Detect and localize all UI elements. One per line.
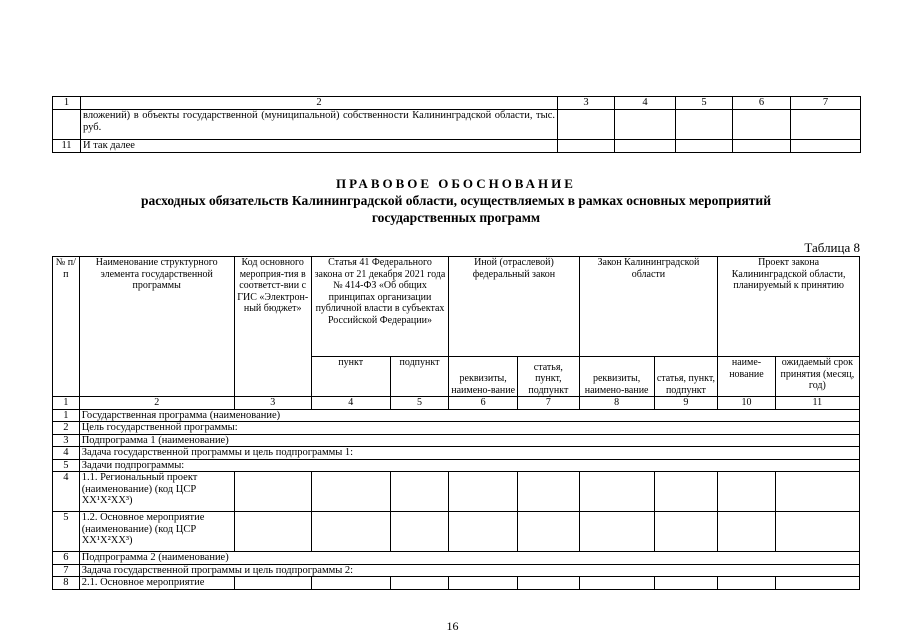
continuation-text: вложений) в объекты государственной (муниципальной) собственности Калининградской области, тыс. руб. (81, 110, 558, 140)
column-number: 9 (654, 397, 718, 410)
heading-title: ПРАВОВОЕ ОБОСНОВАНИЕ (336, 176, 576, 191)
col-header-title: наиме-нование (718, 357, 775, 397)
empty-cell (676, 140, 733, 153)
table-row (53, 409, 860, 422)
row-text-cell: И так далее (81, 140, 558, 153)
col-header-article41: Статья 41 Федерального закона от 21 декабря 2021 года № 414-ФЗ «Об общих принципах организации публичной власти в субъектах Российской Федерации» (311, 257, 449, 357)
empty-cell (579, 577, 654, 590)
row-text-cell: Подпрограмма 1 (наименование) (79, 434, 859, 447)
top-col-number: 2 (81, 97, 558, 110)
col-header-name: Наименование структурного элемента государственной программы (79, 257, 234, 397)
col-header-article: статья, пункт, подпункт (654, 357, 718, 397)
empty-cell (390, 472, 449, 512)
empty-cell (390, 512, 449, 552)
empty-cell (518, 472, 580, 512)
main-table (52, 256, 860, 590)
top-col-number: 6 (733, 97, 791, 110)
empty-cell (558, 140, 615, 153)
page-number: 16 (446, 619, 459, 633)
row-number-cell: 7 (53, 564, 80, 577)
col-header-code: Код основного мероприя-тия в соответст-вии с ГИС «Электрон-ный бюджет» (234, 257, 311, 397)
col-header-num: № п/п (53, 257, 80, 397)
heading-subtitle: расходных обязательств Калининградской области, осуществляемых в рамках основных мероприятий (141, 193, 771, 208)
empty-cell (654, 472, 718, 512)
empty-cell (234, 577, 311, 590)
row-number-cell: 5 (53, 459, 80, 472)
empty-cell (449, 472, 518, 512)
col-header-other-federal-law: Иной (отраслевой) федеральный закон (449, 257, 579, 357)
col-header-podpunkt: подпункт (390, 357, 449, 397)
row-text-cell: Цель государственной программы: (79, 422, 859, 435)
empty-cell (676, 110, 733, 140)
empty-cell (791, 110, 861, 140)
table-row (53, 564, 860, 577)
empty-cell (733, 110, 791, 140)
heading-subtitle-cont: государственных программ (371, 210, 541, 225)
table-row (53, 447, 860, 460)
table-row (53, 434, 860, 447)
row-text-cell: Задача государственной программы и цель подпрограммы 1: (79, 447, 859, 460)
col-header-punkt: пункт (311, 357, 390, 397)
column-number: 3 (234, 397, 311, 410)
section-heading (52, 176, 860, 226)
empty-cell (311, 472, 390, 512)
table-row (53, 472, 860, 512)
column-number: 1 (53, 397, 80, 410)
empty-cell (718, 472, 775, 512)
row-number-cell (53, 110, 81, 140)
row-text-cell: Задача государственной программы и цель подпрограммы 2: (79, 564, 859, 577)
top-table (52, 96, 861, 153)
col-header-expected-date: ожидаемый срок принятия (месяц, год) (775, 357, 859, 397)
top-table-header-row (53, 97, 861, 110)
row-text-cell: Задачи подпрограммы: (79, 459, 859, 472)
row-number-cell: 11 (53, 140, 81, 153)
row-number-cell: 3 (53, 434, 80, 447)
top-col-number: 7 (791, 97, 861, 110)
row-number-cell: 8 (53, 577, 80, 590)
col-header-article: статья, пункт, подпункт (518, 357, 580, 397)
empty-cell (775, 512, 859, 552)
top-col-number: 4 (615, 97, 676, 110)
row-number-cell: 5 (53, 512, 80, 552)
row-text-cell: Подпрограмма 2 (наименование) (79, 552, 859, 565)
row-number-cell: 1 (53, 409, 80, 422)
empty-cell (733, 140, 791, 153)
empty-cell (234, 512, 311, 552)
top-col-number: 5 (676, 97, 733, 110)
column-number: 2 (79, 397, 234, 410)
empty-cell (579, 512, 654, 552)
column-number: 7 (518, 397, 580, 410)
empty-cell (615, 140, 676, 153)
top-col-number: 3 (558, 97, 615, 110)
row-text-cell: 1.2. Основное мероприятие (наименование) (код ЦСР ХХ¹Х²ХХ³) (79, 512, 234, 552)
empty-cell (311, 577, 390, 590)
empty-cell (579, 472, 654, 512)
top-col-number: 1 (53, 97, 81, 110)
column-number: 6 (449, 397, 518, 410)
column-number: 11 (775, 397, 859, 410)
empty-cell (791, 140, 861, 153)
col-header-kaliningrad-law: Закон Калининградской области (579, 257, 718, 357)
table-label: Таблица 8 (804, 240, 860, 255)
empty-cell (518, 512, 580, 552)
empty-cell (449, 577, 518, 590)
empty-cell (654, 577, 718, 590)
empty-cell (518, 577, 580, 590)
empty-cell (718, 577, 775, 590)
table-row (53, 140, 861, 153)
empty-cell (615, 110, 676, 140)
row-text-cell: Государственная программа (наименование) (79, 409, 859, 422)
empty-cell (718, 512, 775, 552)
column-number: 4 (311, 397, 390, 410)
row-number-cell: 6 (53, 552, 80, 565)
row-text-cell: 1.1. Региональный проект (наименование) (код ЦСР ХХ¹Х²ХХ³) (79, 472, 234, 512)
empty-cell (311, 512, 390, 552)
row-number-cell: 4 (53, 472, 80, 512)
empty-cell (449, 512, 518, 552)
empty-cell (775, 472, 859, 512)
row-number-cell: 4 (53, 447, 80, 460)
col-header-requisites: реквизиты, наимено-вание (449, 357, 518, 397)
row-number-cell: 2 (53, 422, 80, 435)
table-row (53, 110, 861, 140)
column-number-row (53, 397, 860, 410)
column-number: 10 (718, 397, 775, 410)
col-header-draft-law: Проект закона Калининградской области, планируемый к принятию (718, 257, 860, 357)
column-number: 5 (390, 397, 449, 410)
empty-cell (775, 577, 859, 590)
header-row-1 (53, 257, 860, 357)
row-text-cell: 2.1. Основное мероприятие (79, 577, 234, 590)
table-row (53, 512, 860, 552)
column-number: 8 (579, 397, 654, 410)
empty-cell (234, 472, 311, 512)
table-row (53, 459, 860, 472)
table-row (53, 552, 860, 565)
table-row (53, 422, 860, 435)
empty-cell (654, 512, 718, 552)
table-row (53, 577, 860, 590)
col-header-requisites: реквизиты, наимено-вание (579, 357, 654, 397)
empty-cell (390, 577, 449, 590)
empty-cell (558, 110, 615, 140)
